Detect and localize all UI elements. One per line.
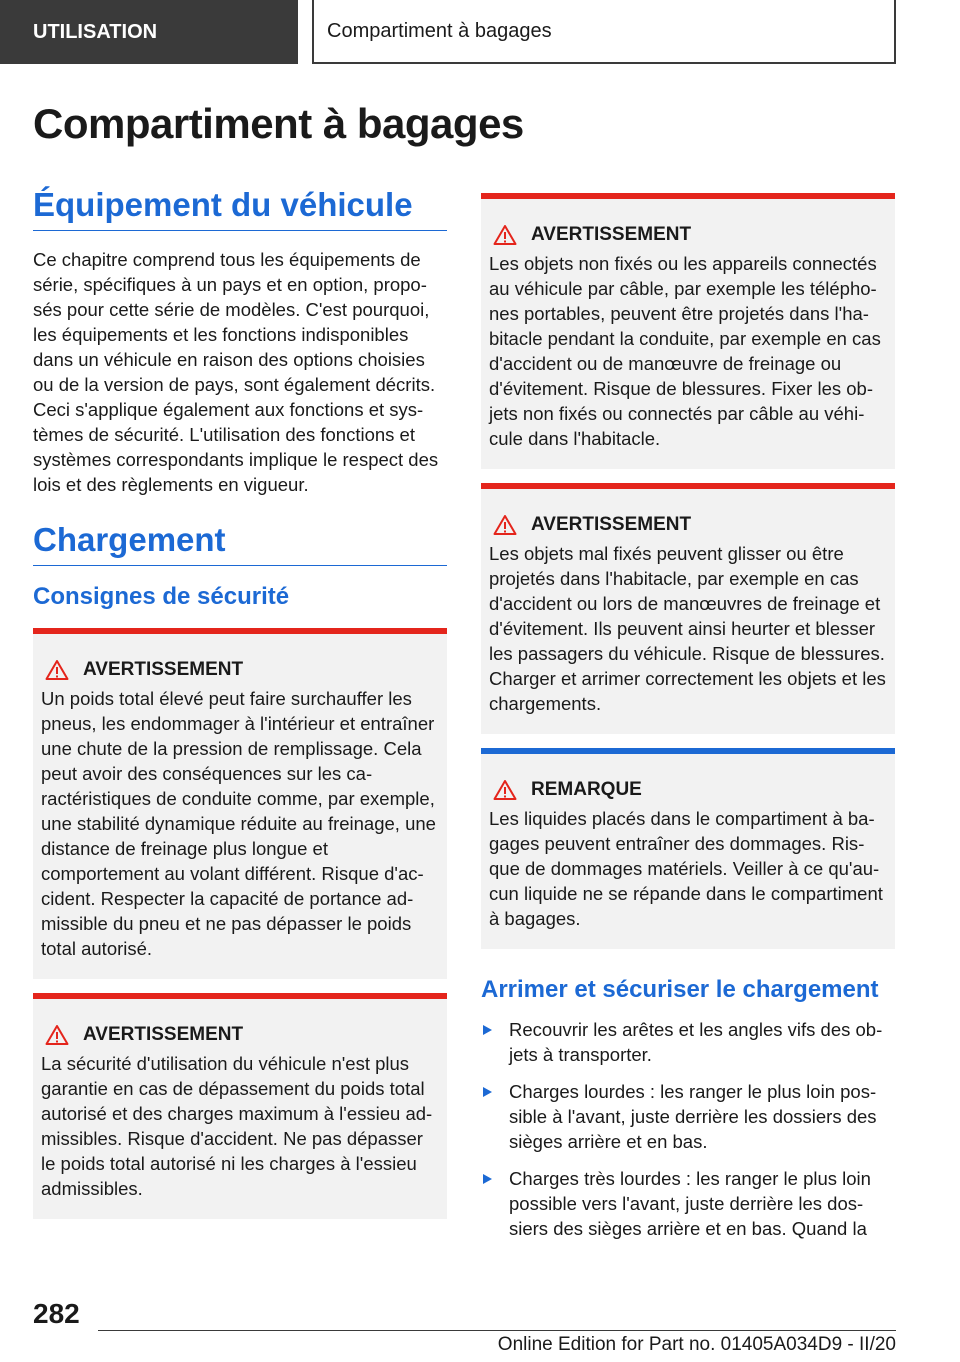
warning-icon: [45, 659, 69, 681]
warning-icon: [493, 779, 517, 801]
warning-box: [33, 993, 447, 1219]
warning-text: La sécurité d'utilisation du véhicule n'est plus garantie en cas de dépassement du poids total autorisé et des charges maximum à l'essieu admissibles. Risque d'accident. Ne pas dépasser le poids total autorisé ni les charges à l'essieu admissibles.: [41, 1053, 433, 1199]
warning-icon: [493, 514, 517, 536]
list-item: Charges lourdes : les ranger le plus loin possible à l'avant, juste derrière les dossiers des sièges arrière et en bas.: [481, 1079, 895, 1154]
footer-divider: [98, 1330, 896, 1331]
triangle-bullet-icon: [483, 1087, 492, 1097]
heading-safety: Consignes de sécurité: [33, 583, 290, 610]
warning-title: AVERTISSEMENT: [83, 1024, 244, 1045]
warning-text: Les objets non fixés ou les appareils connectés au véhicule par câble, par exemple les téléphones portables, peuvent être projetés dans l'habitacle pendant la conduite, par exemple en cas d'accident ou de manœuvre de freinage ou d'évitement. Risque de blessures. Fixer les objets non fixés ou connectés par câble au véhicule dans l'habitacle.: [489, 253, 881, 449]
warning-icon: [493, 224, 517, 246]
list-item: Recouvrir les arêtes et les angles vifs des objets à transporter.: [481, 1017, 895, 1067]
header-section-label: UTILISATION: [0, 0, 298, 64]
left-column: [33, 186, 447, 1233]
right-column: [481, 193, 895, 1253]
warning-icon: [45, 1024, 69, 1046]
warning-title: AVERTISSEMENT: [83, 659, 244, 680]
page-header: [0, 0, 960, 66]
triangle-bullet-icon: [483, 1025, 492, 1035]
warning-title: AVERTISSEMENT: [531, 224, 692, 245]
warning-box: [33, 628, 447, 979]
warning-box: [481, 193, 895, 469]
page-number: 282: [33, 1298, 80, 1329]
footer-edition: Online Edition for Part no. 01405A034D9 - II/20: [497, 1334, 896, 1355]
note-title: REMARQUE: [531, 779, 642, 800]
list-item: Charges très lourdes : les ranger le plus loin possible vers l'avant, juste derrière les dossiers des sièges arrière et en bas. Quand la: [481, 1166, 895, 1241]
heading-loading: Chargement: [33, 521, 447, 566]
warning-title: AVERTISSEMENT: [531, 514, 692, 535]
triangle-bullet-icon: [483, 1174, 492, 1184]
warning-box: [481, 483, 895, 734]
warning-text: Les objets mal fixés peuvent glisser ou être projetés dans l'habitacle, par exemple en cas d'accident ou lors de manœuvres de freinage et d'évitement. Ils peuvent ainsi heurter et blesser les passagers du véhicule. Risque de blessures. Charger et arrimer correctement les objets et les chargements.: [489, 543, 886, 714]
intro-paragraph: Ce chapitre comprend tous les équipements de série, spécifiques à un pays et en option, proposés pour cette série de modèles. C'est pourquoi, les équipements et les fonctions indisponibles dans un véhicule en raison des options choisies ou de la version de pays, sont également décrits. Ceci s'applique également aux fonctions et systèmes de sécurité. L'utilisation des fonctions et systèmes correspondants implique le respect des lois et des règlements en vigueur.: [33, 249, 439, 495]
heading-secure-load: Arrimer et sécuriser le chargement: [481, 976, 879, 1003]
note-text: Les liquides placés dans le compartiment à bagages peuvent entraîner des dommages. Risque de dommages matériels. Veiller à ce qu'aucun liquide ne se répande dans le compartiment à bagages.: [489, 808, 883, 929]
note-box: [481, 748, 895, 949]
warning-text: Un poids total élevé peut faire surchauffer les pneus, les endommager à l'intérieur et entraîner une chute de la pression de remplissage. Cela peut avoir des conséquences sur les caractéristiques de conduite comme, par exemple, une stabilité dynamique réduite au freinage, une distance de freinage plus longue et comportement au volant différent. Risque d'accident. Respecter la capacité de portance admissible du pneu et ne pas dépasser le poids total autorisé.: [41, 688, 436, 959]
page-title: Compartiment à bagages: [33, 100, 524, 147]
bullet-list: [481, 1017, 895, 1241]
heading-equipment: Équipement du véhicule: [33, 186, 447, 231]
header-topic-label: Compartiment à bagages: [312, 0, 896, 64]
